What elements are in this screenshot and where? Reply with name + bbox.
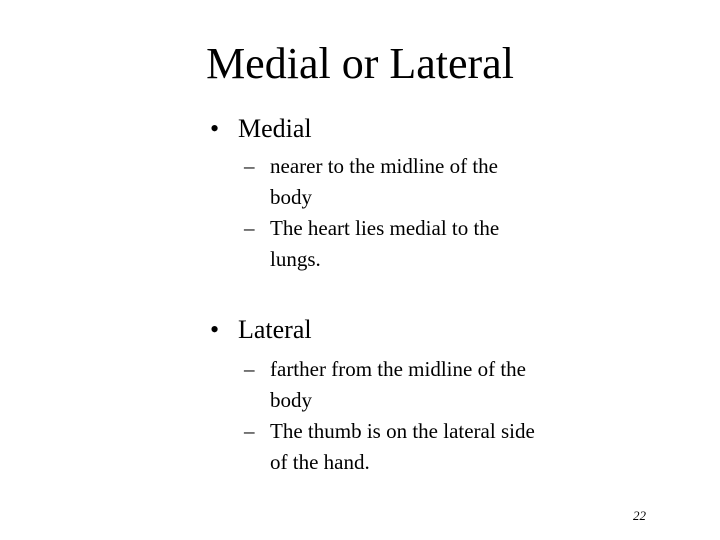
subpoint-medial-definition (244, 151, 544, 213)
bullet-heading-medial: Medial (238, 114, 312, 143)
bullet-medial (210, 114, 312, 144)
subpoint-lateral-example (244, 416, 544, 478)
dash-marker: – (244, 216, 255, 240)
subpoint-text: farther from the midline of the body (270, 357, 526, 412)
dash-marker: – (244, 357, 255, 381)
dash-marker: – (244, 419, 255, 443)
dash-marker: – (244, 154, 255, 178)
subpoint-medial-example (244, 213, 544, 275)
page-number: 22 (633, 508, 646, 523)
subpoint-list-medial (244, 151, 544, 275)
slide-title: Medial or Lateral (206, 39, 514, 88)
subpoint-text: The thumb is on the lateral side of the hand. (270, 419, 535, 474)
bullet-dot: • (210, 315, 220, 344)
subpoint-list-lateral (244, 354, 544, 478)
bullet-heading-lateral: Lateral (238, 315, 312, 344)
subpoint-text: nearer to the midline of the body (270, 154, 498, 209)
bullet-dot: • (210, 114, 220, 143)
subpoint-text: The heart lies medial to the lungs. (270, 216, 500, 271)
bullet-lateral (210, 315, 312, 345)
subpoint-lateral-definition (244, 354, 544, 416)
